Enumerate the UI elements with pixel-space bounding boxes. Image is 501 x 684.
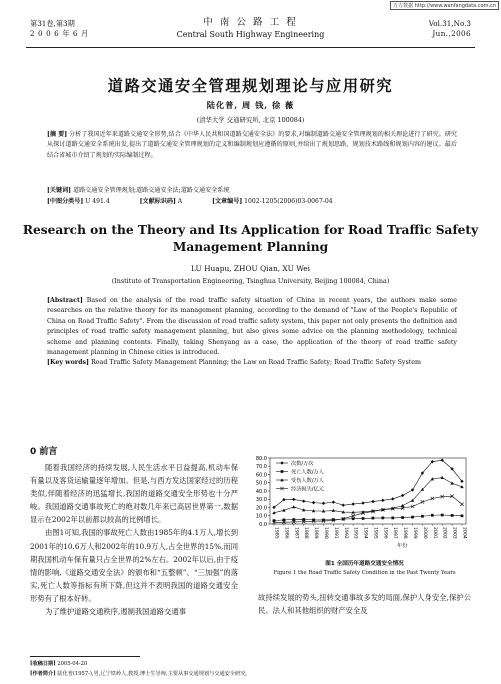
legend-label: 次数/万次 [291,460,314,467]
body-paragraph: 为了维护道路交通秩序,遏制我国道路交通事 [45,607,186,617]
x-tick-label: 1995 [372,527,378,539]
data-point [372,517,375,520]
data-point [292,505,295,508]
affiliation-en: (Institute of Transportation Engineering, Tsinghua University, Beijing 100084, China) [111,277,390,285]
x-tick-label: 1992 [342,527,348,539]
watermark-label: 万方数据 http://www.wanfangdata.com.cn [390,1,499,10]
x-tick-label: 2000 [421,527,427,539]
footnote-received-label: [收稿日期] [30,661,56,667]
footnote-rule [30,656,140,657]
data-point [450,482,453,485]
keywords-en-text: Road Traffic Safety Management Planning; the Law on Road Traffic Safety; Road Traffic Safety System [91,359,421,367]
header-journal-cn: 中 南 公 路 工 程 [203,17,298,28]
data-point [391,517,394,520]
paper-title-en-line2: Management Planning [172,240,329,254]
data-point [312,501,315,504]
figure-1-chart [252,452,472,554]
doc-code-label: [文献标识码] [139,198,176,205]
abstract-en [47,296,457,369]
abstract-cn-label: [摘 要] [47,131,68,138]
x-tick-label: 1998 [402,527,408,539]
article-no-label: [文章编号] [212,198,243,205]
x-tick-label: 1996 [382,527,388,539]
legend-marker [280,461,283,464]
y-tick-label: 80.0 [255,455,267,462]
abstract-cn [47,130,457,161]
data-point [371,500,374,503]
data-point [421,515,424,518]
data-point [401,494,404,497]
footnote-author-label: [作者简介] [30,671,56,677]
keywords-cn-label: [关键词] [47,187,72,194]
data-point [302,499,305,502]
x-tick-label: 1988 [303,527,309,539]
y-tick-label: 70.0 [255,464,267,471]
article-no-value: 1002-1205(2006)03-0067-04 [244,198,333,205]
footnote-author-value: 陆化普(1957-),男,辽宁铁岭人,教授,博士生导师,主要从事交通规划与交通安全研究。 [57,671,251,677]
x-tick-label: 1985 [273,527,279,539]
authors-en: LU Huapu, ZHOU Qian, XU Wei [191,264,310,273]
data-point [391,497,394,500]
x-tick-label: 1987 [293,527,299,539]
keywords-cn [47,185,457,194]
abstract-en-label: [Abstract] [47,297,83,304]
footnote-received-value: 2005-04-20 [57,661,88,667]
y-tick-label: 50.0 [255,480,267,487]
legend-label: 经济损失/亿元 [291,486,324,493]
x-tick-label: 1986 [283,527,289,539]
data-point [451,514,454,517]
x-tick-label: 1999 [412,527,418,539]
data-point [381,499,384,502]
y-tick-label: 30.0 [255,497,267,504]
data-point [362,517,365,520]
data-point [342,503,345,506]
section-heading: 0 前言 [30,447,58,457]
data-point [332,500,335,503]
data-point [431,514,434,517]
footnote-author [30,670,470,677]
data-point [361,501,364,504]
data-point [441,476,444,479]
clc-label: [中图分类号] [47,198,84,205]
data-point [352,517,355,520]
y-tick-label: 0.0 [259,521,267,528]
body-paragraph: 由图1可知,我国的事故死亡人数由1985年的4.1万人,增长到2001年的10.6万人和2002年的10.9万人,占全世界的15%,而同期我国机动车保有量只占全世界的2%左右。2002年以后,由于疫情的影响,《道路交通安全法》的颁布和“五整顿”、“三加强”的落实,死亡人数等指标有所下降,但这并不表明我国的道路交通安全形势有了根本好转。 [30,528,238,603]
data-point [381,517,384,520]
x-tick-label: 2003 [451,527,457,539]
legend-label: 死亡人数/万人 [291,469,324,476]
header-journal-en: Central South Highway Engineering [176,30,325,39]
keywords-cn-text: 道路交通安全管理规划;道路交通安全法;道路交通安全系统 [73,187,230,194]
data-point [351,514,354,517]
keywords-en-label: [Key words] [47,359,90,367]
x-tick-label: 2001 [431,527,437,539]
chart-xlabel: 年份 [397,543,408,549]
y-tick-label: 40.0 [255,488,267,495]
x-tick-label: 1990 [322,527,328,539]
abstract-en-text: Based on the analysis of the road traffic safety situation of China in recent years, the authors make some researches on the relative theory for its management planning, according to the demand of "Law of the People's Republic of China on Road Traffic Safety". From the discussion of road traffic safety system, this paper not only presents the definition and principles of road traffic safety management planning, but also gives some advice on the planning methodology, technical scheme and planning contents. Finally, taking Shenyang as a case, the application of the theory of road traffic safety management planning in Chinese cities is introduced. [47,297,457,357]
data-point [401,516,404,519]
body-left-column [30,461,238,618]
body-paragraph: 随着我国经济的持续发展,人民生活水平日益提高,机动车保有量以及客货运输量逐年增加。但是,与西方发达国家经过的历程类似,伴随着经济的迅猛增长,我国的道路交通安全形势也十分严峻。我国道路交通事故死亡的绝对数几年来已高居世界第一,数据显示在2002年以前都以较高的比例增长。 [30,463,238,525]
x-tick-label: 1989 [313,527,319,539]
data-point [460,503,463,506]
y-tick-label: 10.0 [255,513,267,520]
series-line [274,515,462,521]
figure-caption-cn: 图1 全国历年道路交通安全情况 [325,561,404,567]
doc-code-value: A [177,198,183,205]
x-tick-label: 1991 [332,527,338,539]
y-tick-label: 20.0 [255,505,267,512]
paper-title-en-line1: Research on the Theory and Its Application for Road Traffic Safety [22,223,479,237]
header-date-cn: 2 0 0 6 年 6 月 [30,29,89,38]
data-point [421,500,424,503]
data-point [411,516,414,519]
x-tick-label: 1994 [362,527,368,539]
header-rule [26,47,475,48]
x-tick-label: 1993 [352,527,358,539]
data-point [411,488,414,491]
x-tick-label: 1997 [392,527,398,539]
data-point [292,518,295,521]
y-tick-label: 60.0 [255,472,267,479]
classification-line [47,196,457,205]
x-tick-label: 2002 [441,527,447,539]
legend-marker [281,470,284,473]
clc-value: U 491.4 [85,198,110,205]
paper-title-cn: 道路交通安全管理规划理论与应用研究 [107,77,394,95]
body-right-column: 故持续发展的势头,扭转交通事故多发的局面,保护人身安全,保护公民、法人和其他组织的财产安全及 [258,593,471,616]
figure-caption-en: Figure 1 the Road Traffic Safety Condition in the Past Twenty Years [273,570,456,576]
header-volume-en: Vol.31,No.3 [428,19,471,28]
affiliation-cn: (清华大学 交通研究所, 北京 100084) [196,116,305,124]
data-point [441,514,444,517]
data-point [351,502,354,505]
paper-title-en [0,222,501,256]
authors-cn: 陆化普, 周 钱, 徐 薇 [206,100,295,110]
data-point [322,502,325,505]
footnote-received [30,660,470,667]
header-date-en: Jun.,2006 [432,29,471,38]
data-point [461,514,464,517]
x-tick-label: 2004 [461,527,467,539]
abstract-cn-text: 分析了我国近年来道路交通安全形势,结合《中华人民共和国道路交通安全法》的要求,对编制道路交通安全管理规划的相关理论进行了研究。研究从探讨道路交通安全系统出发,提出了道路交通安全管理规划的定义和编制规划应遵循的原则,并给出了规划思路、规划技术路线和规划内容的建议。最后结合省城市介绍了规划的实际编制过程。 [47,131,458,159]
data-point [292,498,295,501]
legend-label: 受伤人数/万人 [291,477,324,484]
header-volume-cn: 第31卷,第3期 [30,19,75,28]
